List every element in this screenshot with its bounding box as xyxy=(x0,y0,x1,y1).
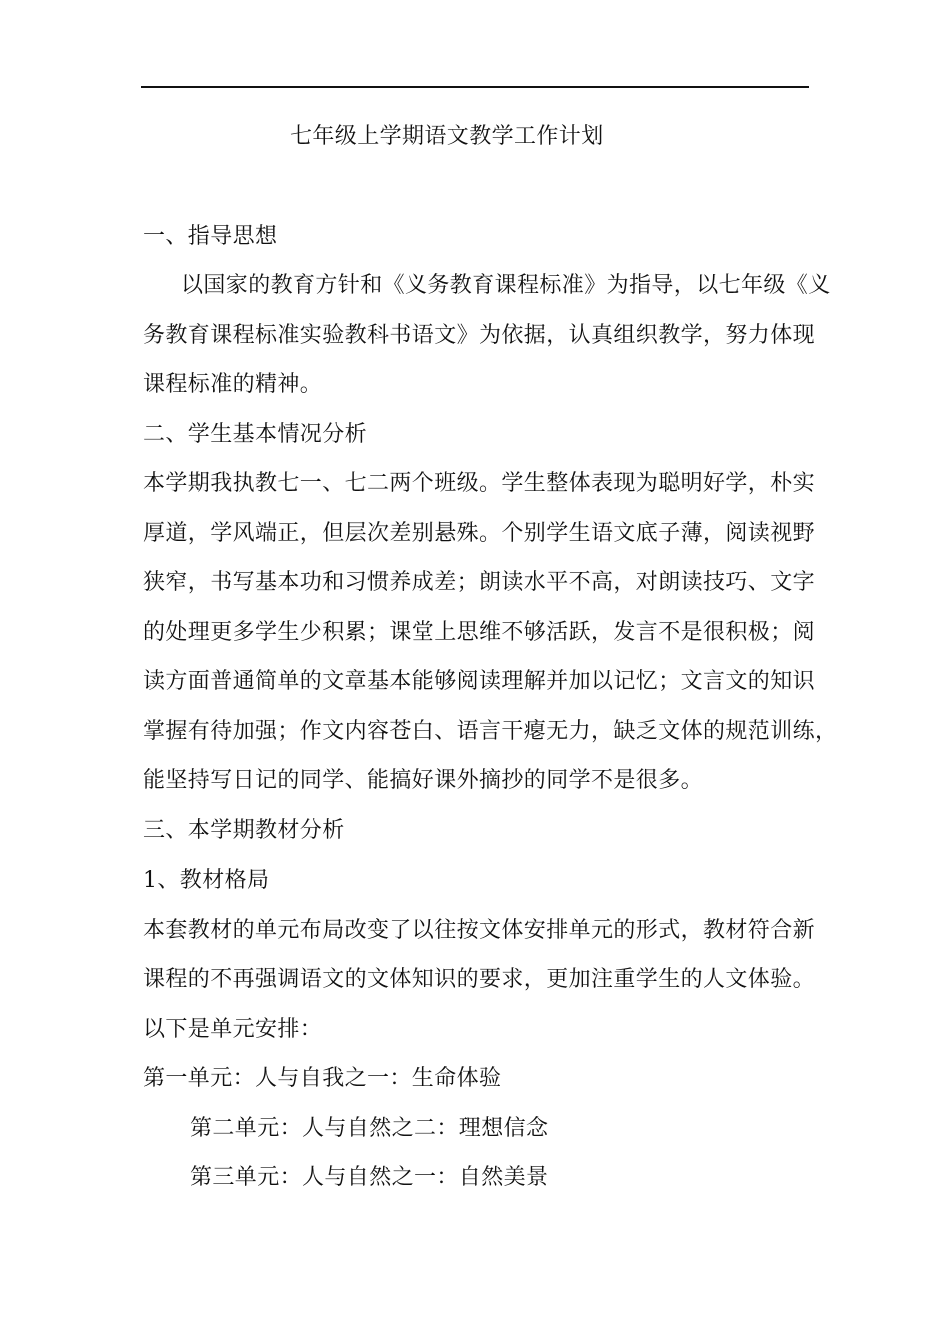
header-rule xyxy=(141,86,809,88)
section-heading-textbook-analysis: 三、本学期教材分析 xyxy=(143,818,345,843)
section-heading-guiding-ideology: 一、指导思想 xyxy=(143,224,278,249)
section-heading-student-analysis: 二、学生基本情况分析 xyxy=(143,422,368,447)
subsection-heading-textbook-layout: 1、教材格局 xyxy=(143,868,270,893)
paragraph-line: 读方面普通简单的文章基本能够阅读理解并加以记忆；文言文的知识 xyxy=(143,669,816,694)
paragraph-line: 掌握有待加强；作文内容苍白、语言干瘪无力，缺乏文体的规范训练， xyxy=(143,719,838,744)
paragraph-line: 课程标准的精神。 xyxy=(143,372,323,397)
document-title: 七年级上学期语文教学工作计划 xyxy=(290,124,604,149)
unit-list-item: 第一单元：人与自我之一：生命体验 xyxy=(143,1066,502,1091)
paragraph-line: 以下是单元安排： xyxy=(143,1017,323,1042)
paragraph-line: 以国家的教育方针和《义务教育课程标准》为指导，以七年级《义 xyxy=(181,273,831,298)
paragraph-line: 本套教材的单元布局改变了以往按文体安排单元的形式，教材符合新 xyxy=(143,918,816,943)
paragraph-line: 的处理更多学生少积累；课堂上思维不够活跃，发言不是很积极；阅 xyxy=(143,620,816,645)
unit-list-item: 第二单元：人与自然之二：理想信念 xyxy=(190,1116,549,1141)
paragraph-line: 厚道，学风端正，但层次差别悬殊。个别学生语文底子薄，阅读视野 xyxy=(143,521,816,546)
paragraph-line: 狭窄，书写基本功和习惯养成差；朗读水平不高，对朗读技巧、文字 xyxy=(143,570,816,595)
unit-list-item: 第三单元：人与自然之一：自然美景 xyxy=(190,1165,549,1190)
paragraph-line: 能坚持写日记的同学、能搞好课外摘抄的同学不是很多。 xyxy=(143,768,704,793)
paragraph-line: 课程的不再强调语文的文体知识的要求，更加注重学生的人文体验。 xyxy=(143,967,816,992)
paragraph-line: 本学期我执教七一、七二两个班级。学生整体表现为聪明好学，朴实 xyxy=(143,471,816,496)
paragraph-line: 务教育课程标准实验教科书语文》为依据，认真组织教学，努力体现 xyxy=(143,323,816,348)
